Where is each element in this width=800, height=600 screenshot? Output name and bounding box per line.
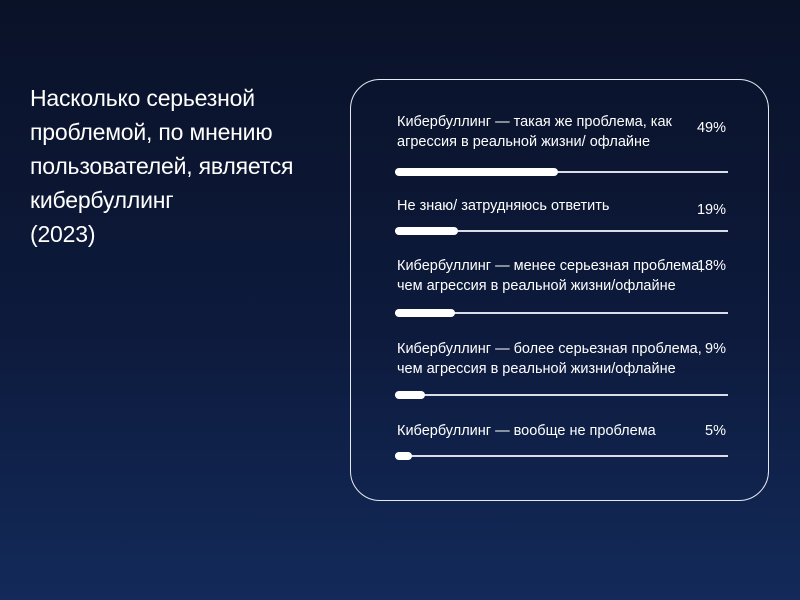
category-label-line: чем агрессия в реальной жизни/офлайне: [397, 278, 676, 294]
bar-track: [395, 394, 728, 396]
title-line-2: проблемой, по мнению: [30, 119, 273, 146]
category-label-line: Не знаю/ затрудняюсь ответить: [397, 198, 610, 214]
category-label: [397, 339, 702, 379]
category-label-line: чем агрессия в реальной жизни/офлайне: [397, 361, 676, 377]
title-line-1: Насколько серьезной: [30, 85, 255, 112]
bar-track: [395, 171, 728, 173]
category-label: [397, 112, 697, 152]
bar-track: [395, 230, 728, 232]
category-label: [397, 256, 704, 296]
category-label: [397, 421, 697, 441]
title-line-4: кибербуллинг: [30, 187, 174, 214]
title-line-5: (2023): [30, 221, 96, 248]
chart-card: [350, 79, 769, 501]
title-line-3: пользователей, является: [30, 153, 294, 180]
category-label-line: агрессия в реальной жизни/ офлайне: [397, 134, 651, 150]
category-label-line: Кибербуллинг — вообще не проблема: [397, 423, 656, 439]
bar-track: [395, 312, 728, 314]
bar-fill: [395, 168, 558, 176]
bar-fill: [395, 227, 458, 235]
category-label-line: Кибербуллинг — более серьезная проблема,: [397, 341, 702, 357]
value-label: 5%: [705, 423, 726, 439]
category-label-line: Кибербуллинг — менее серьезная проблема,: [397, 258, 704, 274]
chart-title: [30, 81, 330, 251]
bar-fill: [395, 391, 425, 399]
value-label: 19%: [696, 202, 726, 218]
category-label: [397, 196, 697, 216]
value-label: 18%: [696, 258, 726, 274]
bar-track: [395, 455, 728, 457]
bar-fill: [395, 309, 455, 317]
value-label: 9%: [705, 341, 726, 357]
value-label: 49%: [696, 120, 726, 136]
category-label-line: Кибербуллинг — такая же проблема, как: [397, 114, 672, 130]
bar-fill: [395, 452, 412, 460]
